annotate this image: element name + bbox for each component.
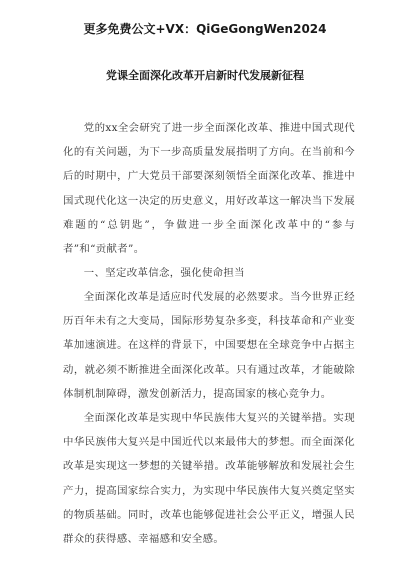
paragraph-text: 党的xx全会研究了进一步全面深化改革、推进中国式现代化的有关问题，为下一步高质量发展指明了方向。在当前和今后的时期中，广大党员干部要深刻领悟全面深化改革、推进中国式现代化这一决定的历史意义，用好改革这一解决当下发展难题的“总钥匙”，争做进一步全面深化改革中的“参与者”和“贡献者”。 xyxy=(63,122,355,256)
paragraph-text: 全面深化改革是适应时代发展的必然要求。当今世界正经历百年未有之大变局，国际形势复杂多变，科技革命和产业变革加速演进。在这样的背景下，中国要想在全球竞争中占据主动，就必须不断推进全面深化改革。只有通过改革，才能破除体制机制障碍，激发创新活力，提高国家的核心竞争力。 xyxy=(63,291,355,400)
document-title: 党课全面深化改革开启新时代发展新征程 xyxy=(106,69,304,82)
paragraph-text: 全面深化改革是实现中华民族伟大复兴的关键举措。实现中华民族伟大复兴是中国近代以来最伟大的梦想。而全面深化改革是实现这一梦想的关键举措。改革能够解放和发展社会生产力，提高国家综合实力，为实现中华民族伟大复兴奠定坚实的物质基础。同时，改革也能够促进社会公平正义，增强人民群众的获得感、幸福感和安全感。 xyxy=(63,412,355,546)
body-paragraph-3 xyxy=(63,406,355,551)
body-paragraph-2 xyxy=(63,285,355,406)
section-heading-1 xyxy=(63,261,355,285)
section-heading-text: 一、坚定改革信念，强化使命担当 xyxy=(83,267,245,279)
body-paragraph-intro xyxy=(63,116,355,261)
watermark-header: 更多免费公文+VX：QiGeGongWen2024 xyxy=(83,22,327,36)
